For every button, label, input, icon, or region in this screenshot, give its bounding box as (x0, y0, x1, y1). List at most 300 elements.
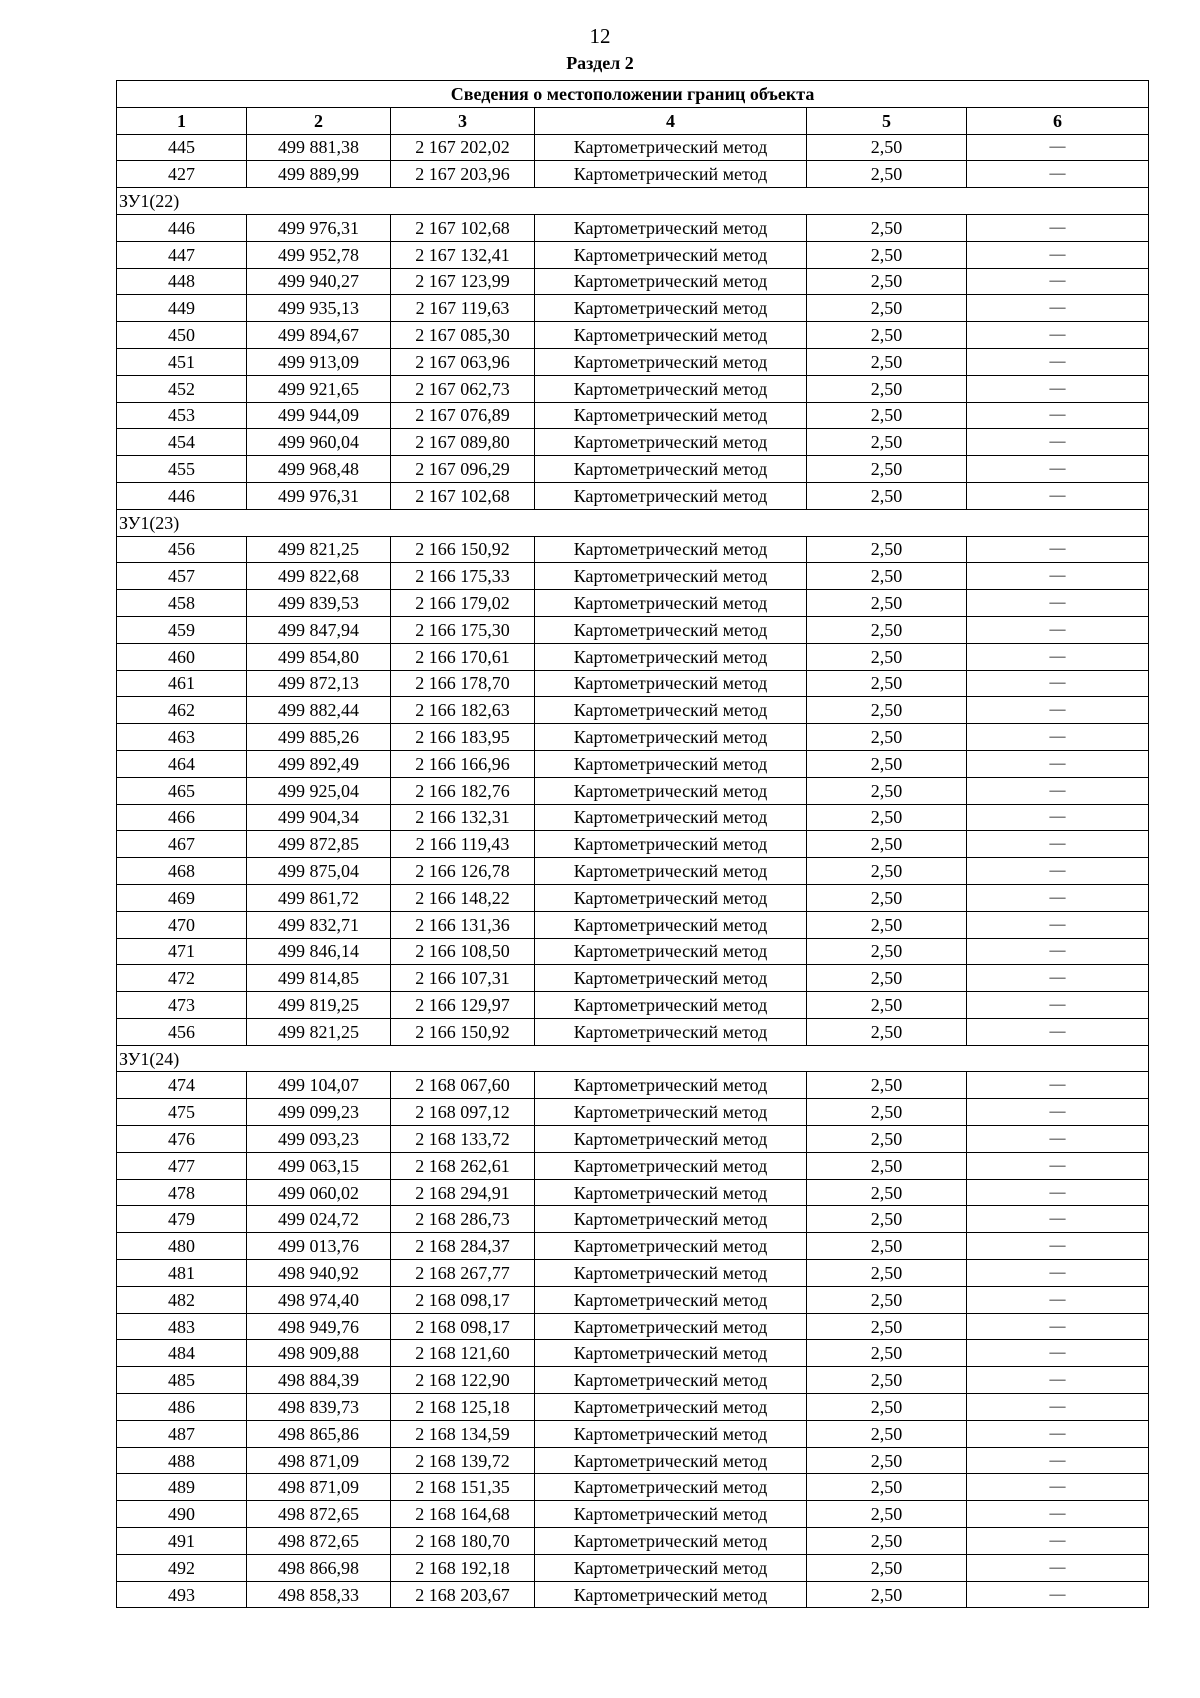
coordinate-y-cell: 2 166 108,50 (391, 938, 535, 965)
coordinate-y-cell: 2 168 134,59 (391, 1420, 535, 1447)
coordinate-y-cell: 2 168 139,72 (391, 1447, 535, 1474)
coordinate-y-cell: 2 168 098,17 (391, 1286, 535, 1313)
coordinate-x-cell: 499 921,65 (247, 375, 391, 402)
accuracy-cell: 2,50 (807, 804, 967, 831)
accuracy-cell: 2,50 (807, 1018, 967, 1045)
point-number-cell: 484 (117, 1340, 247, 1367)
point-number-cell: 454 (117, 429, 247, 456)
table-row (117, 1179, 1149, 1206)
point-number-cell: 457 (117, 563, 247, 590)
description-cell: — (967, 1313, 1149, 1340)
accuracy-cell: 2,50 (807, 1394, 967, 1421)
coordinate-x-cell: 498 872,65 (247, 1528, 391, 1555)
method-cell: Картометрический метод (535, 375, 807, 402)
point-number-cell: 480 (117, 1233, 247, 1260)
description-cell: — (967, 536, 1149, 563)
coordinate-x-cell: 498 866,98 (247, 1554, 391, 1581)
accuracy-cell: 2,50 (807, 590, 967, 617)
coordinate-x-cell: 499 821,25 (247, 1018, 391, 1045)
description-cell: — (967, 161, 1149, 188)
description-cell: — (967, 1260, 1149, 1287)
table-row (117, 1233, 1149, 1260)
coordinate-y-cell: 2 168 180,70 (391, 1528, 535, 1555)
coordinate-y-cell: 2 166 129,97 (391, 992, 535, 1019)
point-number-cell: 456 (117, 1018, 247, 1045)
point-number-cell: 452 (117, 375, 247, 402)
method-cell: Картометрический метод (535, 241, 807, 268)
point-number-cell: 445 (117, 134, 247, 161)
coordinate-y-cell: 2 166 166,96 (391, 750, 535, 777)
coordinate-x-cell: 499 892,49 (247, 750, 391, 777)
coordinate-x-cell: 498 871,09 (247, 1447, 391, 1474)
description-cell: — (967, 911, 1149, 938)
accuracy-cell: 2,50 (807, 884, 967, 911)
point-number-cell: 472 (117, 965, 247, 992)
accuracy-cell: 2,50 (807, 402, 967, 429)
method-cell: Картометрический метод (535, 1340, 807, 1367)
point-number-cell: 464 (117, 750, 247, 777)
method-cell: Картометрический метод (535, 1420, 807, 1447)
accuracy-cell: 2,50 (807, 1501, 967, 1528)
point-number-cell: 427 (117, 161, 247, 188)
table-row (117, 1126, 1149, 1153)
method-cell: Картометрический метод (535, 402, 807, 429)
point-number-cell: 478 (117, 1179, 247, 1206)
table-row (117, 697, 1149, 724)
method-cell: Картометрический метод (535, 161, 807, 188)
coordinate-y-cell: 2 166 150,92 (391, 1018, 535, 1045)
table-row (117, 1447, 1149, 1474)
accuracy-cell: 2,50 (807, 1206, 967, 1233)
point-number-cell: 448 (117, 268, 247, 295)
table-row (117, 1394, 1149, 1421)
method-cell: Картометрический метод (535, 1313, 807, 1340)
method-cell: Картометрический метод (535, 1072, 807, 1099)
coordinate-x-cell: 499 882,44 (247, 697, 391, 724)
coordinate-x-cell: 498 871,09 (247, 1474, 391, 1501)
point-number-cell: 455 (117, 456, 247, 483)
coordinate-y-cell: 2 168 133,72 (391, 1126, 535, 1153)
coordinate-y-cell: 2 168 125,18 (391, 1394, 535, 1421)
point-number-cell: 490 (117, 1501, 247, 1528)
method-cell: Картометрический метод (535, 1286, 807, 1313)
point-number-cell: 470 (117, 911, 247, 938)
description-cell: — (967, 1340, 1149, 1367)
table-caption-row (117, 81, 1149, 108)
accuracy-cell: 2,50 (807, 1286, 967, 1313)
coordinate-y-cell: 2 168 151,35 (391, 1474, 535, 1501)
description-cell: — (967, 214, 1149, 241)
table-row (117, 590, 1149, 617)
accuracy-cell: 2,50 (807, 241, 967, 268)
coordinate-x-cell: 499 872,85 (247, 831, 391, 858)
coordinate-x-cell: 499 104,07 (247, 1072, 391, 1099)
point-number-cell: 466 (117, 804, 247, 831)
table-row (117, 1581, 1149, 1608)
coordinate-y-cell: 2 168 294,91 (391, 1179, 535, 1206)
coordinate-x-cell: 499 894,67 (247, 322, 391, 349)
description-cell: — (967, 1233, 1149, 1260)
coordinate-y-cell: 2 167 132,41 (391, 241, 535, 268)
table-row (117, 1018, 1149, 1045)
column-header: 1 (117, 107, 247, 134)
column-header: 3 (391, 107, 535, 134)
point-number-cell: 473 (117, 992, 247, 1019)
method-cell: Картометрический метод (535, 750, 807, 777)
coordinate-y-cell: 2 167 096,29 (391, 456, 535, 483)
accuracy-cell: 2,50 (807, 992, 967, 1019)
coordinate-x-cell: 499 861,72 (247, 884, 391, 911)
point-number-cell: 479 (117, 1206, 247, 1233)
section-title: Раздел 2 (566, 53, 634, 73)
description-cell: — (967, 1554, 1149, 1581)
coordinate-x-cell: 499 821,25 (247, 536, 391, 563)
coordinate-y-cell: 2 168 267,77 (391, 1260, 535, 1287)
coordinate-y-cell: 2 166 182,63 (391, 697, 535, 724)
coordinate-y-cell: 2 167 062,73 (391, 375, 535, 402)
parcel-group-label: ЗУ1(23) (117, 509, 1149, 536)
table-row (117, 1528, 1149, 1555)
coordinate-y-cell: 2 166 178,70 (391, 670, 535, 697)
coordinate-x-cell: 499 904,34 (247, 804, 391, 831)
description-cell: — (967, 134, 1149, 161)
coordinate-x-cell: 499 024,72 (247, 1206, 391, 1233)
method-cell: Картометрический метод (535, 1474, 807, 1501)
accuracy-cell: 2,50 (807, 965, 967, 992)
method-cell: Картометрический метод (535, 1018, 807, 1045)
point-number-cell: 487 (117, 1420, 247, 1447)
description-cell: — (967, 429, 1149, 456)
table-row (117, 992, 1149, 1019)
description-cell: — (967, 884, 1149, 911)
description-cell: — (967, 831, 1149, 858)
description-cell: — (967, 482, 1149, 509)
table-row (117, 134, 1149, 161)
method-cell: Картометрический метод (535, 322, 807, 349)
coordinate-x-cell: 499 968,48 (247, 456, 391, 483)
method-cell: Картометрический метод (535, 643, 807, 670)
coordinate-y-cell: 2 167 123,99 (391, 268, 535, 295)
coordinate-x-cell: 499 822,68 (247, 563, 391, 590)
accuracy-cell: 2,50 (807, 482, 967, 509)
accuracy-cell: 2,50 (807, 563, 967, 590)
method-cell: Картометрический метод (535, 348, 807, 375)
accuracy-cell: 2,50 (807, 1233, 967, 1260)
table-row (117, 214, 1149, 241)
description-cell: — (967, 1474, 1149, 1501)
method-cell: Картометрический метод (535, 214, 807, 241)
accuracy-cell: 2,50 (807, 1554, 967, 1581)
description-cell: — (967, 1367, 1149, 1394)
accuracy-cell: 2,50 (807, 348, 967, 375)
coordinate-x-cell: 498 884,39 (247, 1367, 391, 1394)
coordinate-x-cell: 499 872,13 (247, 670, 391, 697)
column-header: 5 (807, 107, 967, 134)
accuracy-cell: 2,50 (807, 777, 967, 804)
description-cell: — (967, 375, 1149, 402)
coordinate-y-cell: 2 166 179,02 (391, 590, 535, 617)
method-cell: Картометрический метод (535, 1581, 807, 1608)
method-cell: Картометрический метод (535, 295, 807, 322)
accuracy-cell: 2,50 (807, 1474, 967, 1501)
coordinate-x-cell: 498 974,40 (247, 1286, 391, 1313)
method-cell: Картометрический метод (535, 482, 807, 509)
accuracy-cell: 2,50 (807, 1179, 967, 1206)
coordinate-y-cell: 2 166 148,22 (391, 884, 535, 911)
point-number-cell: 451 (117, 348, 247, 375)
table-row (117, 268, 1149, 295)
point-number-cell: 463 (117, 724, 247, 751)
table-row (117, 429, 1149, 456)
table-row (117, 884, 1149, 911)
description-cell: — (967, 1126, 1149, 1153)
coordinate-x-cell: 499 976,31 (247, 214, 391, 241)
table-row (117, 938, 1149, 965)
coordinate-y-cell: 2 168 121,60 (391, 1340, 535, 1367)
description-cell: — (967, 965, 1149, 992)
method-cell: Картометрический метод (535, 777, 807, 804)
method-cell: Картометрический метод (535, 965, 807, 992)
coordinate-y-cell: 2 166 132,31 (391, 804, 535, 831)
coordinate-y-cell: 2 167 063,96 (391, 348, 535, 375)
coordinate-x-cell: 499 881,38 (247, 134, 391, 161)
coordinate-x-cell: 499 847,94 (247, 616, 391, 643)
point-number-cell: 461 (117, 670, 247, 697)
point-number-cell: 446 (117, 482, 247, 509)
accuracy-cell: 2,50 (807, 161, 967, 188)
accuracy-cell: 2,50 (807, 456, 967, 483)
method-cell: Картометрический метод (535, 911, 807, 938)
point-number-cell: 489 (117, 1474, 247, 1501)
table-row (117, 241, 1149, 268)
description-cell: — (967, 616, 1149, 643)
method-cell: Картометрический метод (535, 992, 807, 1019)
description-cell: — (967, 563, 1149, 590)
point-number-cell: 481 (117, 1260, 247, 1287)
accuracy-cell: 2,50 (807, 1072, 967, 1099)
coordinate-x-cell: 499 013,76 (247, 1233, 391, 1260)
table-row (117, 456, 1149, 483)
column-header: 6 (967, 107, 1149, 134)
description-cell: — (967, 1447, 1149, 1474)
accuracy-cell: 2,50 (807, 1420, 967, 1447)
point-number-cell: 475 (117, 1099, 247, 1126)
coordinate-x-cell: 499 854,80 (247, 643, 391, 670)
coordinate-x-cell: 499 913,09 (247, 348, 391, 375)
coordinate-y-cell: 2 166 183,95 (391, 724, 535, 751)
coordinate-x-cell: 498 865,86 (247, 1420, 391, 1447)
method-cell: Картометрический метод (535, 1099, 807, 1126)
description-cell: — (967, 1099, 1149, 1126)
table-row (117, 1099, 1149, 1126)
point-number-cell: 483 (117, 1313, 247, 1340)
description-cell: — (967, 295, 1149, 322)
coordinate-x-cell: 499 925,04 (247, 777, 391, 804)
description-cell: — (967, 750, 1149, 777)
description-cell: — (967, 402, 1149, 429)
method-cell: Картометрический метод (535, 884, 807, 911)
method-cell: Картометрический метод (535, 1554, 807, 1581)
description-cell: — (967, 777, 1149, 804)
description-cell: — (967, 724, 1149, 751)
method-cell: Картометрический метод (535, 1233, 807, 1260)
coordinate-y-cell: 2 167 202,02 (391, 134, 535, 161)
accuracy-cell: 2,50 (807, 295, 967, 322)
description-cell: — (967, 1018, 1149, 1045)
coordinate-y-cell: 2 167 203,96 (391, 161, 535, 188)
accuracy-cell: 2,50 (807, 268, 967, 295)
point-number-cell: 449 (117, 295, 247, 322)
coordinate-x-cell: 498 839,73 (247, 1394, 391, 1421)
table-row (117, 1554, 1149, 1581)
method-cell: Картометрический метод (535, 1447, 807, 1474)
coordinate-x-cell: 498 940,92 (247, 1260, 391, 1287)
table-row (117, 563, 1149, 590)
parcel-group-row (117, 188, 1149, 215)
description-cell: — (967, 322, 1149, 349)
coordinate-x-cell: 499 875,04 (247, 858, 391, 885)
point-number-cell: 456 (117, 536, 247, 563)
coordinate-y-cell: 2 168 097,12 (391, 1099, 535, 1126)
coordinate-x-cell: 499 814,85 (247, 965, 391, 992)
point-number-cell: 467 (117, 831, 247, 858)
table-row (117, 1474, 1149, 1501)
method-cell: Картометрический метод (535, 938, 807, 965)
method-cell: Картометрический метод (535, 831, 807, 858)
coordinate-y-cell: 2 167 102,68 (391, 214, 535, 241)
table-row (117, 1313, 1149, 1340)
point-number-cell: 462 (117, 697, 247, 724)
method-cell: Картометрический метод (535, 1528, 807, 1555)
coordinate-x-cell: 499 060,02 (247, 1179, 391, 1206)
coordinate-y-cell: 2 166 175,33 (391, 563, 535, 590)
coordinate-y-cell: 2 168 122,90 (391, 1367, 535, 1394)
description-cell: — (967, 348, 1149, 375)
coordinate-x-cell: 499 944,09 (247, 402, 391, 429)
point-number-cell: 465 (117, 777, 247, 804)
table-row (117, 1340, 1149, 1367)
method-cell: Картометрический метод (535, 670, 807, 697)
coordinate-y-cell: 2 166 119,43 (391, 831, 535, 858)
accuracy-cell: 2,50 (807, 1313, 967, 1340)
accuracy-cell: 2,50 (807, 831, 967, 858)
coordinate-x-cell: 498 949,76 (247, 1313, 391, 1340)
description-cell: — (967, 1072, 1149, 1099)
method-cell: Картометрический метод (535, 724, 807, 751)
accuracy-cell: 2,50 (807, 858, 967, 885)
coordinate-y-cell: 2 168 098,17 (391, 1313, 535, 1340)
table-row (117, 911, 1149, 938)
table-row (117, 482, 1149, 509)
description-cell: — (967, 1581, 1149, 1608)
point-number-cell: 460 (117, 643, 247, 670)
table-row (117, 1152, 1149, 1179)
accuracy-cell: 2,50 (807, 643, 967, 670)
coordinate-y-cell: 2 166 170,61 (391, 643, 535, 670)
point-number-cell: 468 (117, 858, 247, 885)
table-row (117, 616, 1149, 643)
coordinate-x-cell: 499 832,71 (247, 911, 391, 938)
point-number-cell: 482 (117, 1286, 247, 1313)
point-number-cell: 486 (117, 1394, 247, 1421)
accuracy-cell: 2,50 (807, 724, 967, 751)
method-cell: Картометрический метод (535, 429, 807, 456)
coordinate-x-cell: 499 976,31 (247, 482, 391, 509)
coordinate-x-cell: 499 940,27 (247, 268, 391, 295)
coordinate-y-cell: 2 168 067,60 (391, 1072, 535, 1099)
table-row (117, 1367, 1149, 1394)
description-cell: — (967, 1206, 1149, 1233)
method-cell: Картометрический метод (535, 1367, 807, 1394)
coordinate-x-cell: 499 093,23 (247, 1126, 391, 1153)
table-row (117, 643, 1149, 670)
point-number-cell: 488 (117, 1447, 247, 1474)
coordinate-y-cell: 2 167 102,68 (391, 482, 535, 509)
method-cell: Картометрический метод (535, 697, 807, 724)
accuracy-cell: 2,50 (807, 938, 967, 965)
coordinate-y-cell: 2 167 089,80 (391, 429, 535, 456)
table-header-row (117, 107, 1149, 134)
table-row (117, 161, 1149, 188)
accuracy-cell: 2,50 (807, 616, 967, 643)
point-number-cell: 492 (117, 1554, 247, 1581)
coordinate-x-cell: 498 872,65 (247, 1501, 391, 1528)
page-number: 12 (589, 24, 611, 48)
coordinate-x-cell: 499 839,53 (247, 590, 391, 617)
coordinate-x-cell: 498 858,33 (247, 1581, 391, 1608)
method-cell: Картометрический метод (535, 1501, 807, 1528)
coordinate-y-cell: 2 168 192,18 (391, 1554, 535, 1581)
table-row (117, 322, 1149, 349)
parcel-group-row (117, 1045, 1149, 1072)
method-cell: Картометрический метод (535, 1260, 807, 1287)
description-cell: — (967, 804, 1149, 831)
description-cell: — (967, 456, 1149, 483)
description-cell: — (967, 1394, 1149, 1421)
point-number-cell: 491 (117, 1528, 247, 1555)
table-row (117, 777, 1149, 804)
coordinate-x-cell: 499 846,14 (247, 938, 391, 965)
description-cell: — (967, 1286, 1149, 1313)
column-header: 4 (535, 107, 807, 134)
description-cell: — (967, 1501, 1149, 1528)
method-cell: Картометрический метод (535, 563, 807, 590)
point-number-cell: 446 (117, 214, 247, 241)
accuracy-cell: 2,50 (807, 697, 967, 724)
description-cell: — (967, 1152, 1149, 1179)
description-cell: — (967, 670, 1149, 697)
coordinate-x-cell: 499 952,78 (247, 241, 391, 268)
accuracy-cell: 2,50 (807, 429, 967, 456)
point-number-cell: 450 (117, 322, 247, 349)
table-row (117, 965, 1149, 992)
point-number-cell: 453 (117, 402, 247, 429)
accuracy-cell: 2,50 (807, 1126, 967, 1153)
coordinate-y-cell: 2 166 150,92 (391, 536, 535, 563)
accuracy-cell: 2,50 (807, 536, 967, 563)
table-row (117, 804, 1149, 831)
description-cell: — (967, 992, 1149, 1019)
coordinate-y-cell: 2 168 164,68 (391, 1501, 535, 1528)
point-number-cell: 493 (117, 1581, 247, 1608)
accuracy-cell: 2,50 (807, 911, 967, 938)
method-cell: Картометрический метод (535, 858, 807, 885)
table-row (117, 348, 1149, 375)
accuracy-cell: 2,50 (807, 375, 967, 402)
coordinate-x-cell: 499 063,15 (247, 1152, 391, 1179)
method-cell: Картометрический метод (535, 536, 807, 563)
table-row (117, 1206, 1149, 1233)
